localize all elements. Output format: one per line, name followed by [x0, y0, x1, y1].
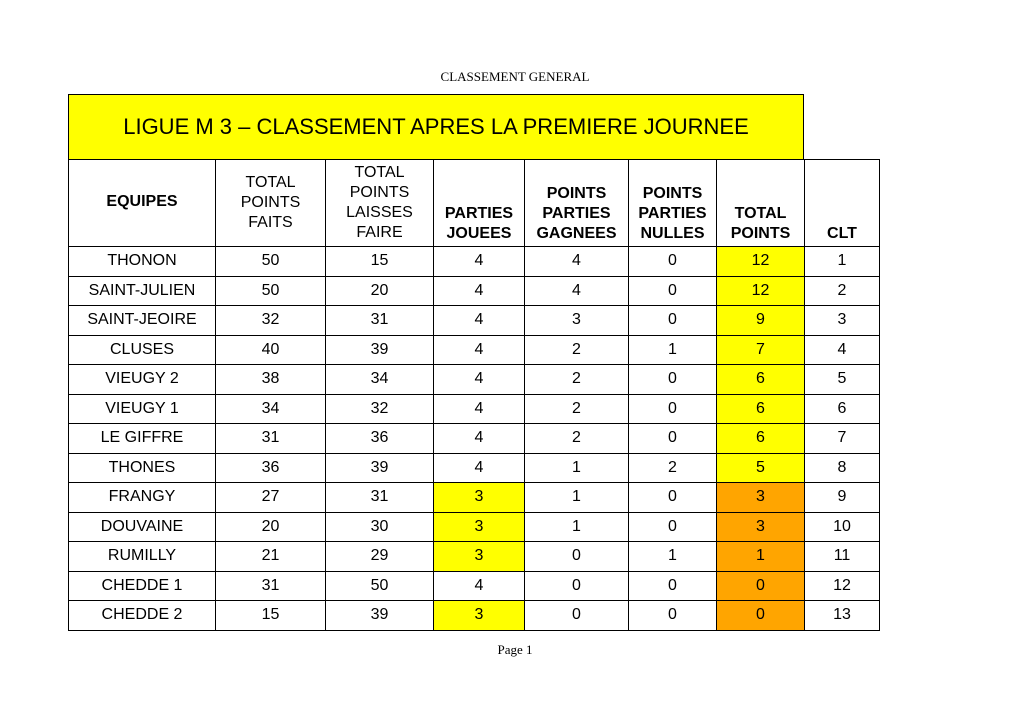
cell-equipe: SAINT-JULIEN — [69, 276, 216, 306]
cell-clt: 6 — [805, 394, 880, 424]
cell-clt: 9 — [805, 483, 880, 513]
cell-equipe: THONON — [69, 247, 216, 277]
header-clt: CLT — [805, 160, 880, 247]
cell-parties-jouees: 4 — [434, 306, 525, 336]
cell-total-points: 12 — [717, 276, 805, 306]
cell-total-points: 9 — [717, 306, 805, 336]
cell-points-laisses: 36 — [326, 424, 434, 454]
cell-parties-jouees: 3 — [434, 483, 525, 513]
cell-parties-nulles: 0 — [629, 424, 717, 454]
cell-parties-jouees: 4 — [434, 247, 525, 277]
cell-points-laisses: 20 — [326, 276, 434, 306]
header-total-points: TOTAL POINTS — [717, 160, 805, 247]
cell-points-faits: 31 — [216, 424, 326, 454]
cell-total-points: 3 — [717, 512, 805, 542]
cell-parties-gagnees: 2 — [525, 424, 629, 454]
cell-clt: 7 — [805, 424, 880, 454]
cell-parties-jouees: 4 — [434, 394, 525, 424]
cell-parties-gagnees: 4 — [525, 276, 629, 306]
table-row — [69, 394, 880, 424]
cell-parties-nulles: 1 — [629, 542, 717, 572]
standings-table — [68, 159, 880, 631]
cell-points-faits: 21 — [216, 542, 326, 572]
cell-equipe: CLUSES — [69, 335, 216, 365]
cell-parties-gagnees: 0 — [525, 542, 629, 572]
cell-points-faits: 40 — [216, 335, 326, 365]
cell-parties-nulles: 0 — [629, 306, 717, 336]
cell-parties-jouees: 4 — [434, 424, 525, 454]
cell-parties-nulles: 0 — [629, 571, 717, 601]
cell-parties-nulles: 0 — [629, 601, 717, 631]
table-row — [69, 247, 880, 277]
table-row — [69, 542, 880, 572]
cell-equipe: VIEUGY 2 — [69, 365, 216, 395]
cell-points-laisses: 29 — [326, 542, 434, 572]
cell-points-laisses: 39 — [326, 335, 434, 365]
cell-parties-gagnees: 1 — [525, 483, 629, 513]
cell-parties-gagnees: 3 — [525, 306, 629, 336]
cell-parties-jouees: 3 — [434, 601, 525, 631]
table-header-row — [69, 160, 880, 247]
cell-clt: 13 — [805, 601, 880, 631]
cell-parties-gagnees: 1 — [525, 453, 629, 483]
cell-points-laisses: 31 — [326, 306, 434, 336]
cell-points-faits: 38 — [216, 365, 326, 395]
cell-points-faits: 15 — [216, 601, 326, 631]
cell-points-faits: 27 — [216, 483, 326, 513]
cell-equipe: DOUVAINE — [69, 512, 216, 542]
cell-points-laisses: 31 — [326, 483, 434, 513]
document-header: CLASSEMENT GENERAL — [440, 69, 590, 84]
header-total-points-laisses-faire: TOTAL POINTS LAISSES FAIRE — [326, 160, 434, 247]
cell-clt: 3 — [805, 306, 880, 336]
cell-total-points: 5 — [717, 453, 805, 483]
standings-body — [69, 247, 880, 631]
cell-total-points: 12 — [717, 247, 805, 277]
cell-points-laisses: 32 — [326, 394, 434, 424]
table-row — [69, 571, 880, 601]
cell-parties-jouees: 4 — [434, 571, 525, 601]
cell-parties-nulles: 0 — [629, 276, 717, 306]
cell-points-laisses: 30 — [326, 512, 434, 542]
cell-clt: 1 — [805, 247, 880, 277]
cell-points-laisses: 39 — [326, 453, 434, 483]
cell-clt: 8 — [805, 453, 880, 483]
cell-parties-nulles: 0 — [629, 483, 717, 513]
cell-parties-jouees: 3 — [434, 512, 525, 542]
cell-points-faits: 34 — [216, 394, 326, 424]
cell-equipe: VIEUGY 1 — [69, 394, 216, 424]
cell-total-points: 6 — [717, 394, 805, 424]
cell-points-faits: 20 — [216, 512, 326, 542]
cell-clt: 5 — [805, 365, 880, 395]
cell-equipe: THONES — [69, 453, 216, 483]
cell-parties-gagnees: 0 — [525, 601, 629, 631]
cell-parties-nulles: 0 — [629, 512, 717, 542]
cell-points-laisses: 50 — [326, 571, 434, 601]
cell-total-points: 6 — [717, 424, 805, 454]
table-row — [69, 335, 880, 365]
cell-total-points: 0 — [717, 601, 805, 631]
header-parties-jouees: PARTIES JOUEES — [434, 160, 525, 247]
cell-clt: 2 — [805, 276, 880, 306]
cell-points-laisses: 39 — [326, 601, 434, 631]
table-row — [69, 365, 880, 395]
cell-parties-nulles: 1 — [629, 335, 717, 365]
cell-points-faits: 50 — [216, 247, 326, 277]
cell-total-points: 0 — [717, 571, 805, 601]
cell-parties-gagnees: 1 — [525, 512, 629, 542]
cell-clt: 11 — [805, 542, 880, 572]
cell-total-points: 1 — [717, 542, 805, 572]
cell-total-points: 3 — [717, 483, 805, 513]
cell-points-laisses: 15 — [326, 247, 434, 277]
cell-parties-gagnees: 2 — [525, 394, 629, 424]
cell-parties-nulles: 0 — [629, 247, 717, 277]
cell-equipe: FRANGY — [69, 483, 216, 513]
page-number: Page 1 — [497, 642, 533, 657]
table-row — [69, 276, 880, 306]
page-title: LIGUE M 3 – CLASSEMENT APRES LA PREMIERE JOURNEE — [68, 94, 804, 160]
table-row — [69, 483, 880, 513]
cell-points-faits: 36 — [216, 453, 326, 483]
cell-points-laisses: 34 — [326, 365, 434, 395]
cell-parties-gagnees: 4 — [525, 247, 629, 277]
table-row — [69, 306, 880, 336]
cell-parties-jouees: 4 — [434, 276, 525, 306]
cell-equipe: CHEDDE 2 — [69, 601, 216, 631]
cell-equipe: RUMILLY — [69, 542, 216, 572]
cell-points-faits: 31 — [216, 571, 326, 601]
cell-parties-gagnees: 2 — [525, 335, 629, 365]
cell-parties-nulles: 0 — [629, 394, 717, 424]
cell-clt: 10 — [805, 512, 880, 542]
header-total-points-faits: TOTAL POINTS FAITS — [216, 160, 326, 247]
cell-parties-gagnees: 0 — [525, 571, 629, 601]
cell-equipe: LE GIFFRE — [69, 424, 216, 454]
cell-parties-gagnees: 2 — [525, 365, 629, 395]
cell-clt: 4 — [805, 335, 880, 365]
cell-parties-nulles: 2 — [629, 453, 717, 483]
cell-parties-jouees: 3 — [434, 542, 525, 572]
cell-total-points: 7 — [717, 335, 805, 365]
cell-parties-jouees: 4 — [434, 365, 525, 395]
cell-clt: 12 — [805, 571, 880, 601]
header-points-parties-nulles: POINTS PARTIES NULLES — [629, 160, 717, 247]
cell-total-points: 6 — [717, 365, 805, 395]
header-points-parties-gagnees: POINTS PARTIES GAGNEES — [525, 160, 629, 247]
table-row — [69, 512, 880, 542]
cell-points-faits: 32 — [216, 306, 326, 336]
header-equipes: EQUIPES — [69, 160, 216, 247]
table-row — [69, 453, 880, 483]
cell-equipe: CHEDDE 1 — [69, 571, 216, 601]
cell-parties-jouees: 4 — [434, 335, 525, 365]
table-row — [69, 424, 880, 454]
cell-parties-nulles: 0 — [629, 365, 717, 395]
table-row — [69, 601, 880, 631]
cell-equipe: SAINT-JEOIRE — [69, 306, 216, 336]
cell-parties-jouees: 4 — [434, 453, 525, 483]
cell-points-faits: 50 — [216, 276, 326, 306]
